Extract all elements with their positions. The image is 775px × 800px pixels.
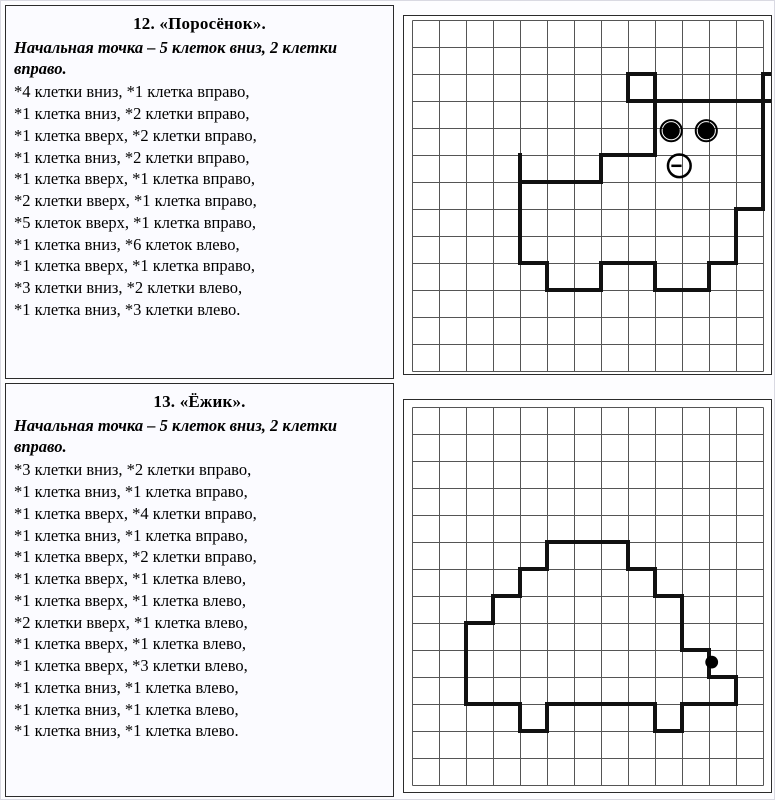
pig-drawing — [404, 16, 771, 374]
task-12-step: *1 клетка вниз, *3 клетки влево. — [14, 299, 241, 319]
task-13-subtitle: Начальная точка – 5 клеток вниз, 2 клетки вправо. — [14, 416, 338, 457]
task-13-step: *1 клетка вниз, *1 клетка влево. — [14, 721, 239, 741]
task-13-grid — [404, 400, 771, 792]
task-12-steps — [14, 81, 385, 320]
task-12-step: *1 клетка вверх, *1 клетка вправо, — [14, 256, 256, 276]
task-13-step: *1 клетка вверх, *1 клетка влево, — [14, 634, 246, 654]
task-12-grid-panel — [403, 15, 772, 375]
task-13-text-panel — [5, 383, 394, 797]
task-12-step: *2 клетки вверх, *1 клетка вправо, — [14, 191, 257, 211]
task-12-step: *1 клетка вверх, *2 клетки вправо, — [14, 125, 257, 145]
task-12-grid — [404, 16, 771, 374]
task-12-text-panel — [5, 5, 394, 379]
task-13-step: *2 клетки вверх, *1 клетка влево, — [14, 612, 248, 632]
task-12-step: *1 клетка вниз, *6 клеток влево, — [14, 234, 240, 254]
task-13-step: *1 клетка вверх, *1 клетка влево, — [14, 569, 246, 589]
task-13-step: *1 клетка вниз, *1 клетка влево, — [14, 699, 239, 719]
task-12-step: *4 клетки вниз, *1 клетка вправо, — [14, 82, 250, 102]
task-12-subtitle: Начальная точка – 5 клеток вниз, 2 клетки вправо. — [14, 38, 338, 79]
task-12-title: 12. «Поросёнок». — [133, 14, 266, 33]
task-12-step: *1 клетка вниз, *2 клетки вправо, — [14, 103, 250, 123]
task-12-step: *1 клетка вверх, *1 клетка вправо, — [14, 169, 256, 189]
task-13-step: *1 клетка вниз, *1 клетка вправо, — [14, 481, 248, 501]
task-13-step: *1 клетка вверх, *4 клетки вправо, — [14, 503, 257, 523]
task-12-step: *5 клеток вверх, *1 клетка вправо, — [14, 212, 257, 232]
hedgehog-drawing — [404, 400, 771, 792]
task-13-step: *1 клетка вверх, *3 клетки влево, — [14, 656, 248, 676]
task-13-step: *1 клетка вверх, *1 клетка влево, — [14, 590, 246, 610]
task-13-step: *1 клетка вниз, *1 клетка вправо, — [14, 525, 248, 545]
task-13-step: *3 клетки вниз, *2 клетки вправо, — [14, 460, 252, 480]
task-13-grid-panel — [403, 399, 772, 793]
task-12-step: *1 клетка вниз, *2 клетки вправо, — [14, 147, 250, 167]
task-13-step: *1 клетка вверх, *2 клетки вправо, — [14, 547, 257, 567]
task-13-steps — [14, 459, 385, 742]
task-12-step: *3 клетки вниз, *2 клетки влево, — [14, 278, 243, 298]
task-13-step: *1 клетка вниз, *1 клетка влево, — [14, 677, 239, 697]
task-13-title: 13. «Ёжик». — [153, 392, 246, 411]
